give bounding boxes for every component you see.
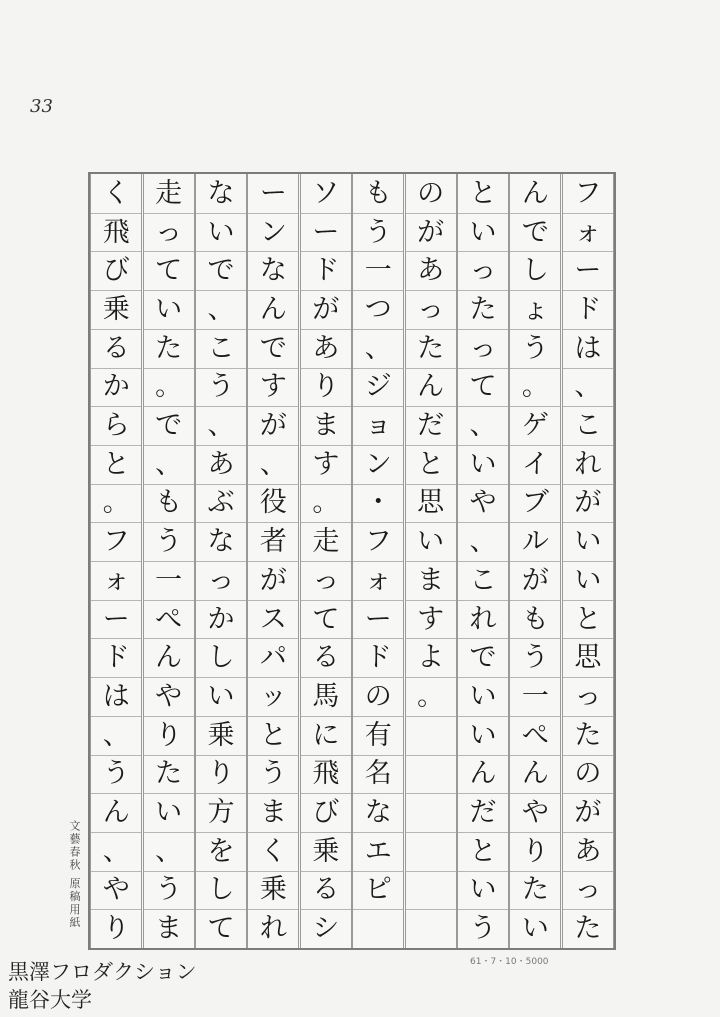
manuscript-character: な (207, 526, 235, 558)
manuscript-character: ま (312, 410, 340, 442)
manuscript-character: エ (364, 835, 392, 867)
manuscript-character: 走 (312, 526, 340, 558)
manuscript-character: 有 (364, 719, 392, 751)
manuscript-character: 思 (417, 487, 445, 519)
manuscript-character: い (469, 874, 497, 906)
manuscript-character (405, 755, 457, 794)
manuscript-character: の (417, 177, 445, 209)
manuscript-character: り (155, 719, 183, 751)
manuscript-character: い (469, 448, 497, 480)
manuscript-column (90, 174, 142, 948)
manuscript-column (562, 174, 614, 948)
manuscript-character: 思 (574, 642, 602, 674)
manuscript-character: だ (469, 797, 497, 829)
manuscript-character: で (521, 216, 549, 248)
manuscript-character: 名 (364, 758, 392, 790)
manuscript-character: す (417, 603, 445, 635)
manuscript-character: い (521, 913, 549, 945)
manuscript-grid (88, 172, 616, 950)
manuscript-column (509, 174, 561, 948)
manuscript-character: う (155, 526, 183, 558)
manuscript-character: う (469, 913, 497, 945)
manuscript-character: り (102, 913, 130, 945)
manuscript-character: ド (364, 642, 392, 674)
manuscript-character: や (469, 487, 497, 519)
manuscript-character: ン (364, 448, 392, 480)
manuscript-character: 乗 (102, 293, 130, 325)
manuscript-character: か (102, 371, 130, 403)
manuscript-character: て (469, 371, 497, 403)
manuscript-character: 、 (574, 371, 602, 403)
manuscript-character: ョ (364, 410, 392, 442)
manuscript-character: ー (574, 255, 602, 287)
manuscript-character: っ (469, 332, 497, 364)
manuscript-character: 乗 (312, 835, 340, 867)
manuscript-character: ー (364, 603, 392, 635)
manuscript-character (405, 793, 457, 832)
manuscript-character: 一 (364, 255, 392, 287)
manuscript-character: で (155, 410, 183, 442)
manuscript-character: イ (521, 448, 549, 480)
manuscript-character: ド (574, 293, 602, 325)
manuscript-character: た (574, 719, 602, 751)
manuscript-character: は (102, 680, 130, 712)
manuscript-character: 、 (155, 448, 183, 480)
manuscript-character: い (469, 719, 497, 751)
manuscript-character: い (469, 216, 497, 248)
manuscript-character: も (155, 487, 183, 519)
manuscript-character: れ (259, 913, 287, 945)
manuscript-character: い (417, 526, 445, 558)
manuscript-character: う (102, 758, 130, 790)
manuscript-character: し (521, 255, 549, 287)
manuscript-character: 、 (207, 410, 235, 442)
manuscript-character: ん (469, 758, 497, 790)
manuscript-character: り (312, 371, 340, 403)
watermark-line-1: 黒澤フロダクション (8, 960, 197, 984)
manuscript-character: ん (155, 642, 183, 674)
manuscript-character: ジ (364, 371, 392, 403)
manuscript-character: い (155, 293, 183, 325)
manuscript-character: て (155, 255, 183, 287)
manuscript-column (300, 174, 352, 948)
manuscript-character: う (521, 332, 549, 364)
manuscript-character: あ (312, 332, 340, 364)
manuscript-character: ド (102, 642, 130, 674)
manuscript-character: れ (469, 603, 497, 635)
manuscript-character: 一 (521, 680, 549, 712)
manuscript-character: ん (521, 758, 549, 790)
manuscript-character: が (521, 564, 549, 596)
manuscript-character: フ (102, 526, 130, 558)
manuscript-character: ま (259, 797, 287, 829)
manuscript-column (195, 174, 247, 948)
manuscript-character: ん (259, 293, 287, 325)
manuscript-character: ん (521, 177, 549, 209)
manuscript-character: 者 (259, 526, 287, 558)
manuscript-character: 。 (312, 487, 340, 519)
manuscript-character: と (469, 177, 497, 209)
manuscript-character: ー (102, 603, 130, 635)
manuscript-column (457, 174, 509, 948)
manuscript-character: な (364, 797, 392, 829)
manuscript-character: び (102, 255, 130, 287)
manuscript-character: 。 (155, 371, 183, 403)
manuscript-character: ・ (364, 487, 392, 519)
manuscript-character: っ (312, 564, 340, 596)
manuscript-character: が (259, 410, 287, 442)
manuscript-character: ド (312, 255, 340, 287)
manuscript-character: び (312, 797, 340, 829)
manuscript-character: と (574, 603, 602, 635)
watermark-line-2: 龍谷大学 (8, 988, 92, 1012)
manuscript-character: 。 (102, 487, 130, 519)
manuscript-character: 乗 (259, 874, 287, 906)
manuscript-character: と (417, 448, 445, 480)
manuscript-character: し (207, 642, 235, 674)
manuscript-character: の (364, 680, 392, 712)
manuscript-character: ン (259, 216, 287, 248)
manuscript-character: か (207, 603, 235, 635)
manuscript-character: っ (155, 216, 183, 248)
manuscript-character: っ (574, 680, 602, 712)
manuscript-character: も (521, 603, 549, 635)
manuscript-character: よ (417, 642, 445, 674)
manuscript-character: す (259, 371, 287, 403)
manuscript-character: 方 (207, 797, 235, 829)
manuscript-character: と (259, 719, 287, 751)
manuscript-character: の (574, 758, 602, 790)
manuscript-character: う (364, 216, 392, 248)
manuscript-character (405, 871, 457, 910)
manuscript-character: は (574, 332, 602, 364)
manuscript-character: だ (417, 410, 445, 442)
manuscript-character: つ (364, 293, 392, 325)
manuscript-character: 、 (259, 448, 287, 480)
manuscript-character: ん (417, 371, 445, 403)
manuscript-character: ー (259, 177, 287, 209)
manuscript-character: た (469, 293, 497, 325)
manuscript-character: フ (364, 526, 392, 558)
manuscript-character: と (102, 448, 130, 480)
manuscript-character: シ (312, 913, 340, 945)
manuscript-character: す (312, 448, 340, 480)
manuscript-character: 一 (155, 564, 183, 596)
manuscript-character: く (259, 835, 287, 867)
manuscript-character: が (259, 564, 287, 596)
manuscript-character: い (207, 680, 235, 712)
manuscript-character: ッ (259, 680, 287, 712)
manuscript-character: ォ (102, 564, 130, 596)
manuscript-character: れ (574, 448, 602, 480)
manuscript-character: ピ (364, 874, 392, 906)
manuscript-paper-label: 文藝春秋 原稿用紙 (68, 820, 81, 930)
manuscript-character: や (155, 680, 183, 712)
manuscript-character: 、 (207, 293, 235, 325)
manuscript-character: ソ (312, 177, 340, 209)
manuscript-character: あ (574, 835, 602, 867)
manuscript-character: や (102, 874, 130, 906)
manuscript-character: 。 (521, 371, 549, 403)
manuscript-character: 、 (102, 835, 130, 867)
manuscript-character: が (312, 293, 340, 325)
manuscript-column (405, 174, 457, 948)
print-code: 61・7・10・5000 (470, 957, 549, 967)
manuscript-character: て (207, 913, 235, 945)
watermark (8, 958, 197, 1014)
manuscript-character: あ (207, 448, 235, 480)
manuscript-character: も (364, 177, 392, 209)
manuscript-character: ょ (521, 293, 549, 325)
manuscript-character: く (102, 177, 130, 209)
manuscript-character: 飛 (312, 758, 340, 790)
manuscript-character: ル (521, 526, 549, 558)
manuscript-character: ー (312, 216, 340, 248)
manuscript-character: う (521, 642, 549, 674)
manuscript-character: を (207, 835, 235, 867)
manuscript-character: ォ (574, 216, 602, 248)
manuscript-character: が (574, 487, 602, 519)
manuscript-character (405, 832, 457, 871)
manuscript-character: い (155, 797, 183, 829)
manuscript-character: っ (469, 255, 497, 287)
manuscript-character: と (469, 835, 497, 867)
manuscript-character: 飛 (102, 216, 130, 248)
manuscript-character: ォ (364, 564, 392, 596)
manuscript-character: ぺ (521, 719, 549, 751)
manuscript-character: ブ (521, 487, 549, 519)
manuscript-character: た (155, 758, 183, 790)
manuscript-character: い (574, 526, 602, 558)
manuscript-character: る (312, 874, 340, 906)
manuscript-character: っ (574, 874, 602, 906)
manuscript-character: な (207, 177, 235, 209)
manuscript-character: し (207, 874, 235, 906)
manuscript-character: 、 (364, 332, 392, 364)
manuscript-character (405, 716, 457, 755)
manuscript-character: ま (417, 564, 445, 596)
manuscript-character: 、 (469, 410, 497, 442)
manuscript-character: ゲ (521, 410, 549, 442)
manuscript-character: た (155, 332, 183, 364)
manuscript-character: に (312, 719, 340, 751)
manuscript-character: こ (469, 564, 497, 596)
manuscript-character: う (207, 371, 235, 403)
manuscript-character: た (574, 913, 602, 945)
manuscript-character: た (521, 874, 549, 906)
manuscript-character: が (574, 797, 602, 829)
manuscript-character: て (312, 603, 340, 635)
manuscript-character: う (259, 758, 287, 790)
manuscript-character (405, 909, 457, 948)
manuscript-character: ら (102, 410, 130, 442)
manuscript-character: っ (207, 564, 235, 596)
manuscript-character: で (259, 332, 287, 364)
manuscript-character: フ (574, 177, 602, 209)
manuscript-column (143, 174, 195, 948)
page-number: 33 (30, 96, 53, 117)
manuscript-character: た (417, 332, 445, 364)
manuscript-character: パ (259, 642, 287, 674)
manuscript-character: い (207, 216, 235, 248)
manuscript-character: る (102, 332, 130, 364)
manuscript-character: ま (155, 913, 183, 945)
manuscript-column (352, 174, 404, 948)
manuscript-character: り (207, 758, 235, 790)
manuscript-character: い (574, 564, 602, 596)
manuscript-character: が (417, 216, 445, 248)
manuscript-character: ん (102, 797, 130, 829)
manuscript-character: 、 (155, 835, 183, 867)
manuscript-character: や (521, 797, 549, 829)
manuscript-character (352, 909, 404, 948)
manuscript-character: こ (207, 332, 235, 364)
manuscript-character: 、 (469, 526, 497, 558)
manuscript-character: 役 (259, 487, 287, 519)
manuscript-character: る (312, 642, 340, 674)
manuscript-character: 乗 (207, 719, 235, 751)
manuscript-column (247, 174, 299, 948)
manuscript-character: う (155, 874, 183, 906)
manuscript-character: ぺ (155, 603, 183, 635)
manuscript-character: っ (417, 293, 445, 325)
manuscript-character: あ (417, 255, 445, 287)
manuscript-character: ぶ (207, 487, 235, 519)
manuscript-character: い (469, 680, 497, 712)
manuscript-character: で (207, 255, 235, 287)
manuscript-character: で (469, 642, 497, 674)
manuscript-character: こ (574, 410, 602, 442)
manuscript-character: な (259, 255, 287, 287)
manuscript-character: 、 (102, 719, 130, 751)
manuscript-character: り (521, 835, 549, 867)
manuscript-character: 。 (417, 680, 445, 712)
manuscript-character: 馬 (312, 680, 340, 712)
manuscript-character: 走 (155, 177, 183, 209)
manuscript-character: ス (259, 603, 287, 635)
